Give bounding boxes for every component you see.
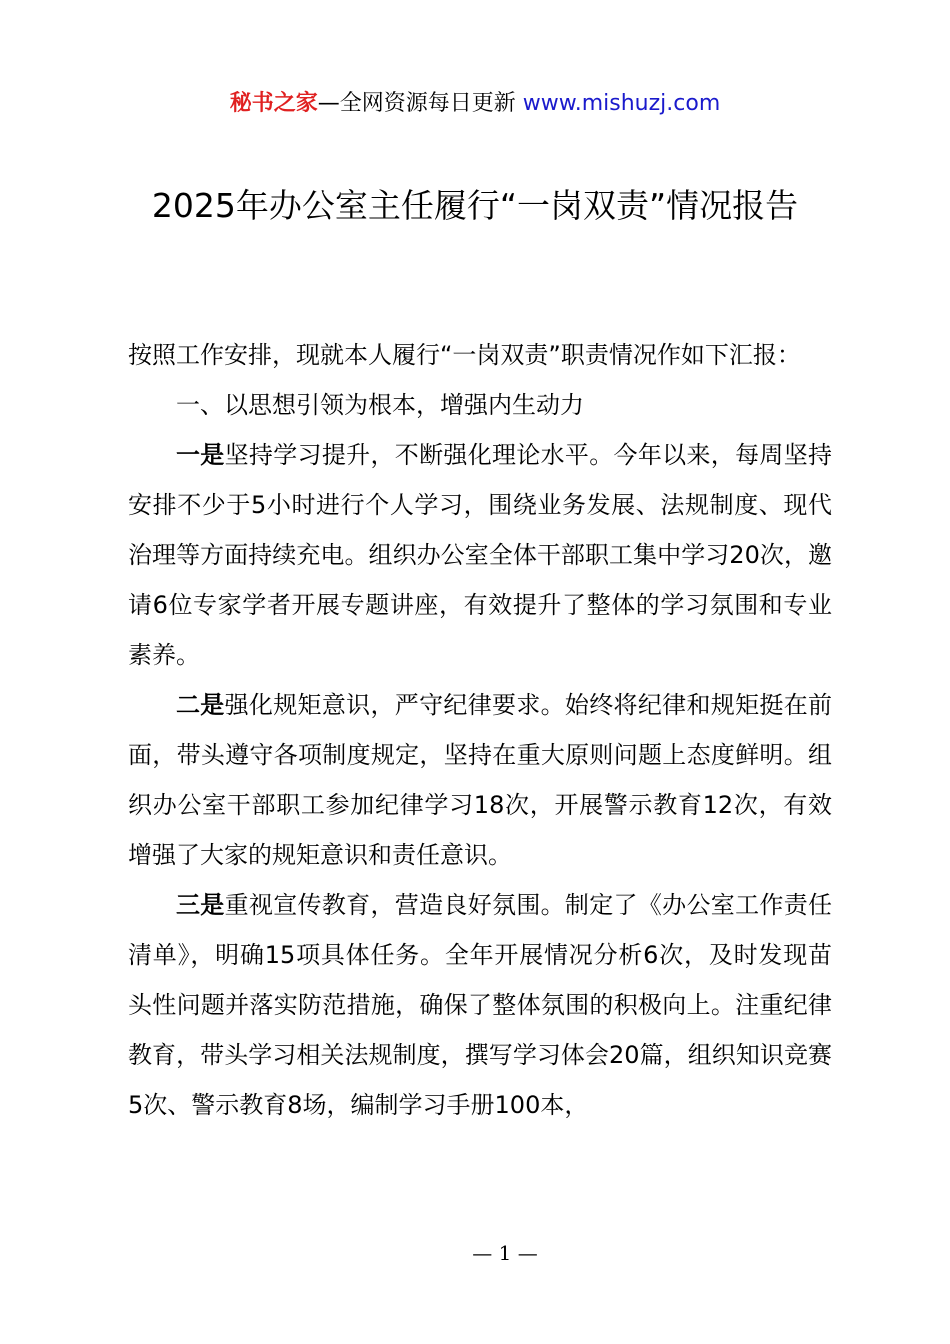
site-tagline: —全网资源每日更新 <box>317 91 516 116</box>
intro-paragraph: 按照工作安排，现就本人履行“一岗双责”职责情况作如下汇报： <box>128 341 801 369</box>
paragraph-3 <box>128 880 832 1130</box>
paragraph-lead: 三是 <box>176 891 225 919</box>
site-header <box>0 88 950 120</box>
paragraph-lead: 二是 <box>176 691 225 719</box>
document-body <box>128 330 832 1130</box>
section-heading: 一、以思想引领为根本，增强内生动力 <box>176 391 584 419</box>
paragraph-2 <box>128 680 832 880</box>
paragraph-lead: 一是 <box>176 441 225 469</box>
paragraph-text: 坚持学习提升，不断强化理论水平。今年以来，每周坚持安排不少于5小时进行个人学习，围绕业务发展、法规制度、现代治理等方面持续充电。组织办公室全体干部职工集中学习20次，邀请6位专家学者开展专题讲座，有效提升了整体的学习氛围和专业素养。 <box>128 441 833 669</box>
document-title: 2025年办公室主任履行“一岗双责”情况报告 <box>151 186 799 225</box>
paragraph-1 <box>128 430 832 680</box>
paragraph-text: 强化规矩意识，严守纪律要求。始终将纪律和规矩挺在前面，带头遵守各项制度规定，坚持在重大原则问题上态度鲜明。组织办公室干部职工参加纪律学习18次，开展警示教育12次，有效增强了大家的规矩意识和责任意识。 <box>128 691 833 869</box>
paragraph-text: 重视宣传教育，营造良好氛围。制定了《办公室工作责任清单》，明确15项具体任务。全年开展情况分析6次，及时发现苗头性问题并落实防范措施，确保了整体氛围的积极向上。注重纪律教育，带头学习相关法规制度，撰写学习体会20篇，组织知识竞赛5次、警示教育8场，编制学习手册100本， <box>128 891 833 1119</box>
page-number: — 1 — <box>472 1241 538 1265</box>
site-url-link[interactable]: www.mishuzj.com <box>522 91 721 116</box>
site-brand: 秘书之家 <box>229 91 318 116</box>
